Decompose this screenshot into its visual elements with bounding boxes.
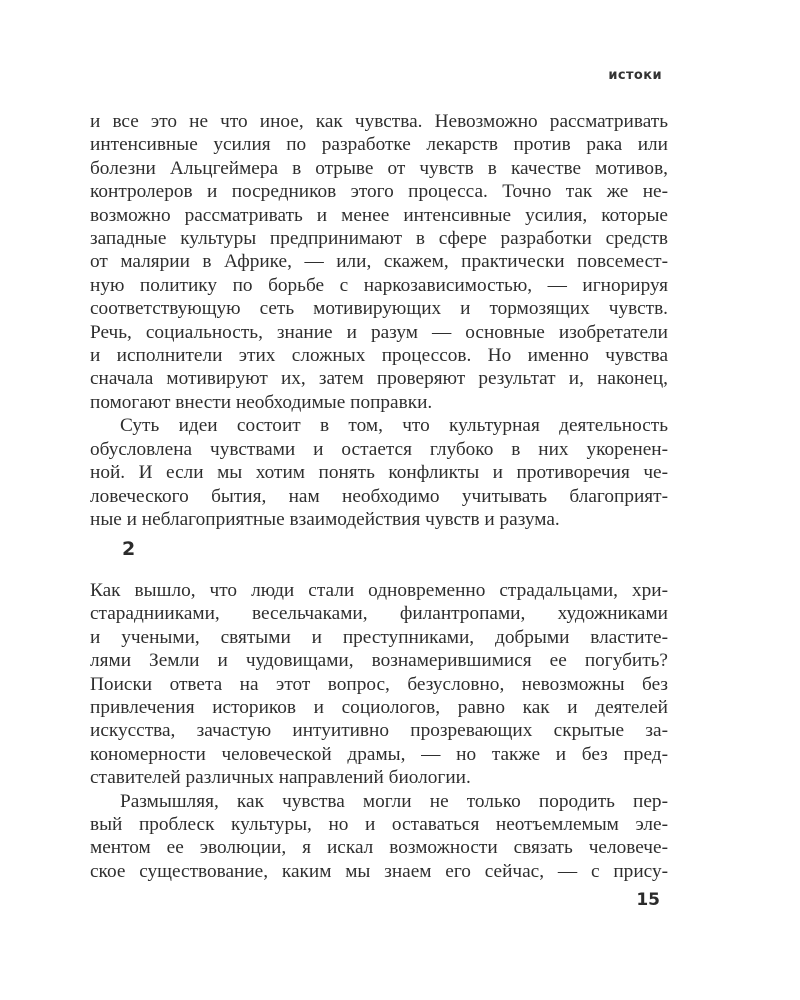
text-line: обусловлена чувствами и остается глубоко в них укоренен- — [90, 438, 668, 460]
text-block-1 — [90, 110, 668, 531]
paragraph — [90, 414, 668, 531]
text-line: возможно рассматривать и менее интенсивные усилия, которые — [90, 204, 668, 226]
text-line: вый проблеск культуры, но и оставаться неотъемлемым эле- — [90, 814, 668, 836]
text-line: ловеческого бытия, нам необходимо учитывать благоприят- — [90, 485, 668, 507]
text-block-2 — [90, 579, 668, 883]
text-line: Речь, социальность, знание и разум — основные изобретатели — [90, 321, 668, 343]
page-number: 15 — [636, 890, 660, 910]
section-number: 2 — [122, 538, 136, 560]
text-line: болезни Альцгеймера в отрыве от чувств в качестве мотивов, — [90, 157, 668, 179]
text-line: Как вышло, что люди стали одновременно страдальцами, хри- — [90, 580, 668, 601]
text-line: ское существование, каким мы знаем его сейчас, — с прису- — [90, 860, 668, 882]
text-line: помогают внести необходимые поправки. — [90, 391, 433, 413]
text-line: ментом ее эволюции, я искал возможности связать человече- — [90, 837, 668, 859]
text-line: от малярии в Африке, — или, скажем, практически повсемест- — [90, 251, 668, 273]
text-line: западные культуры предпринимают в сфере разработки средств — [90, 228, 668, 250]
paragraph — [90, 579, 668, 790]
text-line: контролеров и посредников этого процесса. Точно так же не- — [90, 181, 668, 203]
text-line: интенсивные усилия по разработке лекарств против рака или — [90, 134, 668, 156]
text-line: и исполнители этих сложных процессов. Но именно чувства — [90, 345, 668, 367]
text-line: стараднииками, весельчаками, филантропами, художниками — [90, 603, 668, 625]
text-line: и все это не что иное, как чувства. Невозможно рассматривать — [90, 111, 668, 132]
text-line: кономерности человеческой драмы, — но также и без пред- — [90, 743, 668, 765]
text-line: Размышляя, как чувства могли не только породить пер- — [120, 790, 668, 812]
text-line: Суть идеи состоит в том, что культурная деятельность — [120, 415, 668, 437]
paragraph — [90, 110, 668, 414]
text-line: искусства, зачастую интуитивно прозревающих скрытые за- — [90, 720, 668, 742]
text-line: привлечения историков и социологов, равно как и деятелей — [90, 697, 668, 719]
text-line: сначала мотивируют их, затем проверяют результат и, наконец, — [90, 368, 668, 390]
text-line: и учеными, святыми и преступниками, добрыми властите- — [90, 626, 668, 648]
text-line: ную политику по борьбе с наркозависимостью, — игнорируя — [90, 274, 668, 296]
text-line: соответствующую сеть мотивирующих и тормозящих чувств. — [90, 298, 668, 320]
text-line: ной. И если мы хотим понять конфликты и противоречия че- — [90, 462, 668, 484]
text-line: ставителей различных направлений биологии. — [90, 767, 471, 789]
text-line: лями Земли и чудовищами, вознамерившимися ее погубить? — [90, 650, 668, 672]
paragraph — [90, 790, 668, 884]
text-line: ные и неблагоприятные взаимодействия чувств и разума. — [90, 508, 560, 530]
text-line: Поиски ответа на этот вопрос, безусловно, невозможны без — [90, 673, 668, 695]
running-head: истоки — [608, 68, 662, 83]
